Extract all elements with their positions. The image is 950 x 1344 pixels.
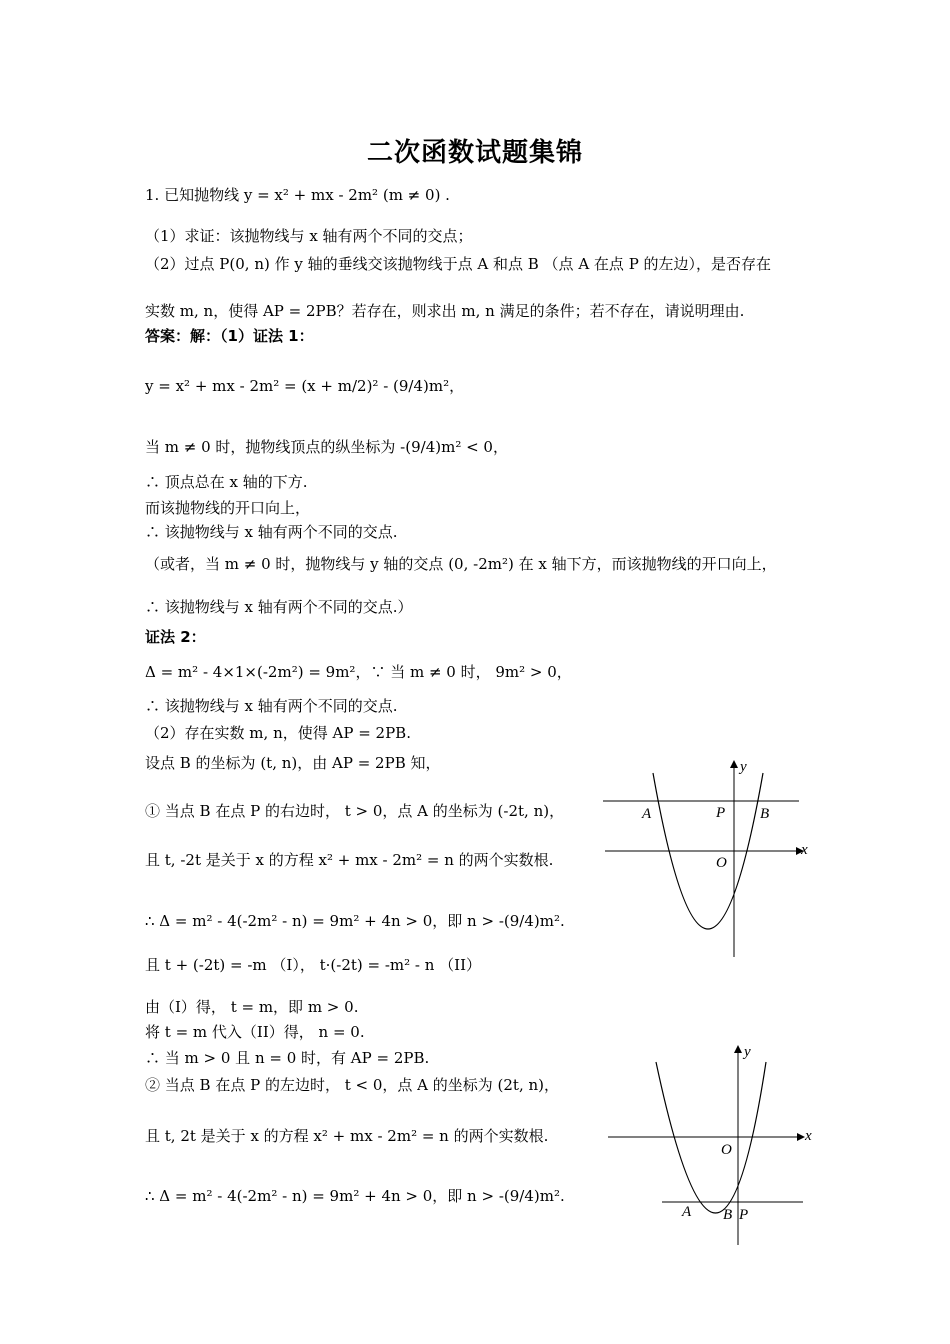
proof1-alt: （或者，当 m ≠ 0 时，抛物线与 y 轴的交点 (0, -2m²) 在 x 轴下方，而该抛物线的开口向上， [145, 555, 777, 573]
case1-statement: ① 当点 B 在点 P 的右边时， t > 0，点 A 的坐标为 (-2t, n)， [145, 802, 565, 820]
problem-statement: 1. 已知抛物线 y = x² + mx - 2m² (m ≠ 0) . [145, 186, 450, 204]
label-A: A [682, 1204, 692, 1220]
case2-roots: 且 t, 2t 是关于 x 的方程 x² + mx - 2m² = n 的两个实数根. [145, 1127, 549, 1145]
part2-question: （2）过点 P(0, n) 作 y 轴的垂线交该抛物线于点 A 和点 B （点 A 在点 P 的左边），是否存在 [145, 255, 772, 273]
label-B: B [723, 1207, 733, 1223]
part1-question: （1）求证：该抛物线与 x 轴有两个不同的交点； [145, 227, 473, 245]
case1-substitute: 将 t = m 代入（II）得， n = 0. [145, 1023, 365, 1041]
label-O: O [721, 1142, 732, 1158]
label-P: P [739, 1207, 749, 1223]
case1-roots: 且 t, -2t 是关于 x 的方程 x² + mx - 2m² = n 的两个实数根. [145, 851, 554, 869]
label-x: x [805, 1128, 812, 1144]
proof1-below-axis: ∴ 顶点总在 x 轴的下方. [145, 473, 308, 491]
answer-heading: 答案：解：（1）证法 1： [145, 327, 314, 345]
part2-setup: 设点 B 的坐标为 (t, n)，由 AP = 2PB 知， [145, 754, 441, 772]
case1-conclusion: ∴ 当 m > 0 且 n = 0 时，有 AP = 2PB. [145, 1049, 430, 1067]
case2-discriminant: ∴ Δ = m² - 4(-2m² - n) = 9m² + 4n > 0，即 n > -(9/4)m². [145, 1187, 565, 1205]
parabola-figure-1 [595, 755, 820, 960]
label-B: B [760, 806, 770, 822]
case1-vieta: 且 t + (-2t) = -m （I）， t·(-2t) = -m² - n （II） [145, 956, 482, 974]
part2-question-cont: 实数 m, n，使得 AP = 2PB？若存在，则求出 m, n 满足的条件；若不存在，请说明理由. [145, 302, 745, 320]
parabola-figure-2 [600, 1040, 825, 1250]
label-P: P [716, 805, 726, 821]
proof2-conclusion: ∴ 该抛物线与 x 轴有两个不同的交点. [145, 697, 398, 715]
label-y: y [744, 1044, 751, 1060]
proof1-opens-up: 而该抛物线的开口向上， [145, 499, 311, 517]
label-O: O [716, 855, 727, 871]
proof1-vertex: 当 m ≠ 0 时，抛物线顶点的纵坐标为 -(9/4)m² < 0， [145, 438, 508, 456]
label-x: x [801, 842, 808, 858]
label-y: y [740, 759, 747, 775]
case2-statement: ② 当点 B 在点 P 的左边时， t < 0，点 A 的坐标为 (2t, n)， [145, 1076, 560, 1094]
case1-from-I: 由（I）得， t = m，即 m > 0. [145, 998, 359, 1016]
proof1-alt-conclusion: ∴ 该抛物线与 x 轴有两个不同的交点.） [145, 598, 413, 616]
label-A: A [642, 806, 652, 822]
page-title: 二次函数试题集锦 [366, 138, 583, 168]
proof1-conclusion: ∴ 该抛物线与 x 轴有两个不同的交点. [145, 523, 398, 541]
case1-discriminant: ∴ Δ = m² - 4(-2m² - n) = 9m² + 4n > 0，即 n > -(9/4)m². [145, 912, 565, 930]
proof2-discriminant: Δ = m² - 4×1×(-2m²) = 9m²，∵ 当 m ≠ 0 时， 9m² > 0， [145, 663, 572, 681]
proof1-equation: y = x² + mx - 2m² = (x + m/2)² - (9/4)m²， [145, 377, 465, 395]
part2-answer: （2）存在实数 m, n，使得 AP = 2PB. [145, 724, 411, 742]
proof2-heading: 证法 2： [145, 628, 206, 646]
